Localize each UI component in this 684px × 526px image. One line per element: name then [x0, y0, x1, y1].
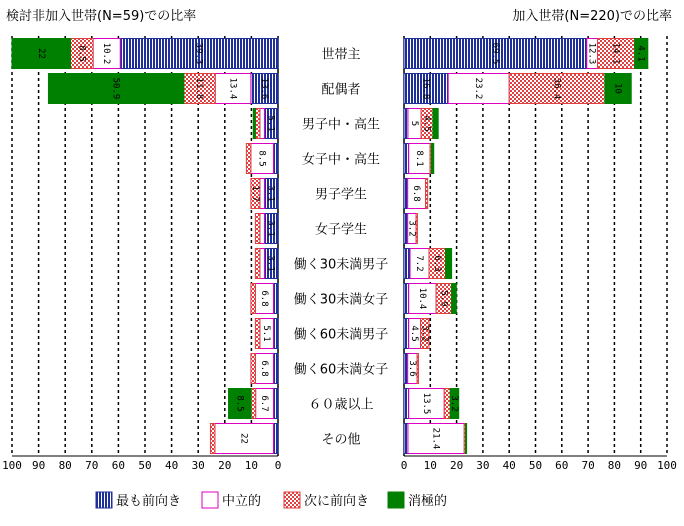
bar-next-positive: [246, 144, 251, 174]
bar-next-positive: [426, 179, 428, 209]
tick-label: 100: [657, 459, 677, 472]
data-label: 4.1: [635, 45, 646, 62]
legend-label: 最も前向き: [116, 494, 182, 509]
category-label: 働く60未満男子: [293, 327, 389, 343]
category-label: 男子中・高生: [301, 117, 381, 133]
bar-next-positive: [255, 249, 260, 279]
category-label: 世帯主: [321, 47, 361, 63]
left-panel-title: 検討非加入世帯(N=59)での比率: [6, 9, 197, 24]
data-label: 3.1: [265, 185, 276, 202]
bar-negative: [446, 249, 452, 279]
bar-most-positive: [404, 389, 409, 419]
tick-label: 60: [111, 459, 126, 472]
legend-swatch-most-positive: [96, 492, 112, 508]
bar-most-positive: [404, 284, 409, 314]
bar-most-positive: [273, 389, 278, 419]
data-label: 3.1: [265, 220, 276, 237]
data-label: 8.5: [76, 45, 87, 62]
bar-most-positive: [273, 424, 278, 454]
tick-label: 40: [502, 459, 516, 472]
data-label: 10.2: [101, 42, 112, 65]
bar-most-positive: [404, 249, 410, 279]
tick-label: 90: [634, 459, 648, 472]
data-label: 36.4: [551, 77, 562, 100]
bar-most-positive: [273, 284, 278, 314]
tick-labels: [2, 459, 677, 472]
data-label: 22: [35, 48, 46, 59]
data-label: 1.7: [249, 185, 260, 202]
data-label: 22: [238, 433, 249, 444]
category-label: その他: [321, 432, 361, 448]
tick-label: 0: [274, 459, 282, 472]
bar-most-positive: [404, 424, 408, 454]
bar-negative: [466, 424, 467, 454]
bar-next-positive: [255, 109, 260, 139]
tick-label: 100: [2, 459, 22, 472]
right-panel-title: 加入世帯(N=220)での比率: [512, 9, 672, 24]
data-label: 6.8: [411, 185, 422, 202]
data-label: 5: [409, 120, 420, 127]
tick-label: 0: [400, 459, 408, 472]
category-labels: [294, 47, 389, 448]
tick-label: 20: [449, 459, 464, 472]
tick-label: 70: [581, 459, 595, 472]
tick-label: 30: [476, 459, 490, 472]
category-label: 女子中・高生: [301, 152, 381, 168]
bar-most-positive: [273, 144, 278, 174]
bar-negative: [431, 144, 433, 174]
tick-label: 30: [191, 459, 205, 472]
data-label: 39.3: [193, 42, 204, 65]
bar-negative: [452, 284, 457, 314]
data-label: 4.5: [421, 115, 432, 132]
tick-label: 70: [85, 459, 99, 472]
data-label: 11.8: [194, 77, 205, 100]
bar-neutral: [260, 214, 265, 244]
tick-label: 50: [528, 459, 543, 472]
tick-label: 50: [138, 459, 152, 472]
legend-label: 中立的: [222, 494, 262, 509]
tick-label: 20: [218, 459, 232, 472]
tick-label: 40: [164, 459, 179, 472]
legend: [96, 492, 447, 509]
data-label: 23.2: [473, 77, 484, 100]
data-label: 5.1: [261, 325, 272, 342]
data-label: 3.6: [406, 360, 417, 377]
bar-most-positive: [404, 319, 409, 349]
data-label: 3.2: [419, 325, 430, 342]
legend-swatch-next-positive: [284, 492, 300, 508]
data-label: 3.1: [265, 255, 276, 272]
data-label: 3.2: [448, 395, 459, 412]
data-label: 10: [612, 83, 623, 94]
data-label: 8.5: [256, 150, 267, 167]
data-label: 21.4: [430, 427, 441, 450]
bar-negative: [253, 109, 255, 139]
legend-label: 消極的: [408, 494, 448, 509]
bar-next-positive: [210, 424, 215, 454]
data-label: 5.1: [265, 115, 276, 132]
tick-label: 10: [244, 459, 259, 472]
category-label: 働く60未満女子: [293, 362, 389, 378]
tick-label: 80: [58, 459, 72, 472]
legend-label: 次に前向き: [304, 494, 370, 509]
category-label: 働く30未満男子: [293, 257, 389, 273]
data-label: 69.5: [489, 42, 500, 65]
data-label: 7.2: [414, 255, 425, 272]
category-label: 働く30未満女子: [293, 292, 389, 308]
data-label: 8.1: [413, 150, 424, 167]
data-label: 6.3: [431, 255, 442, 272]
tick-label: 10: [423, 459, 437, 472]
bar-most-positive: [273, 319, 278, 349]
data-label: 12.3: [586, 42, 597, 65]
bar-layer: [12, 39, 648, 454]
legend-swatch-negative: [388, 492, 404, 508]
category-label: 配偶者: [321, 82, 361, 98]
bar-next-positive: [255, 214, 260, 244]
data-label: 3.2: [406, 220, 417, 237]
data-label: 8.5: [234, 395, 245, 412]
bar-negative: [433, 109, 438, 139]
data-label: 13.6: [258, 77, 269, 100]
data-label: 14.1: [610, 42, 621, 65]
data-label: 5.9: [438, 290, 449, 307]
data-label: 10.4: [416, 287, 427, 310]
bar-most-positive: [404, 179, 408, 209]
data-label: 6.8: [258, 290, 269, 307]
data-label: 6.7: [259, 395, 270, 412]
bar-neutral: [260, 249, 265, 279]
bar-most-positive: [273, 354, 278, 384]
category-label: 女子学生: [314, 222, 368, 238]
bar-next-positive: [255, 319, 260, 349]
bar-next-positive: [251, 354, 256, 384]
bar-neutral: [260, 109, 265, 139]
category-label: ６０歳以上: [308, 397, 374, 413]
tick-label: 80: [607, 459, 622, 472]
data-label: 16.8: [420, 77, 431, 100]
bar-next-positive: [251, 389, 256, 419]
data-label: 50.9: [110, 77, 121, 100]
data-label: 13.4: [227, 77, 238, 100]
tick-label: 60: [555, 459, 569, 472]
data-label: 4.5: [409, 325, 420, 342]
tick-label: 90: [31, 459, 46, 472]
data-label: 6.8: [258, 360, 269, 377]
data-label: 13.5: [420, 392, 431, 415]
legend-swatch-neutral: [202, 492, 218, 508]
category-label: 男子学生: [314, 187, 368, 203]
bar-next-positive: [251, 284, 256, 314]
bar-most-positive: [404, 109, 408, 139]
bar-most-positive: [404, 144, 409, 174]
